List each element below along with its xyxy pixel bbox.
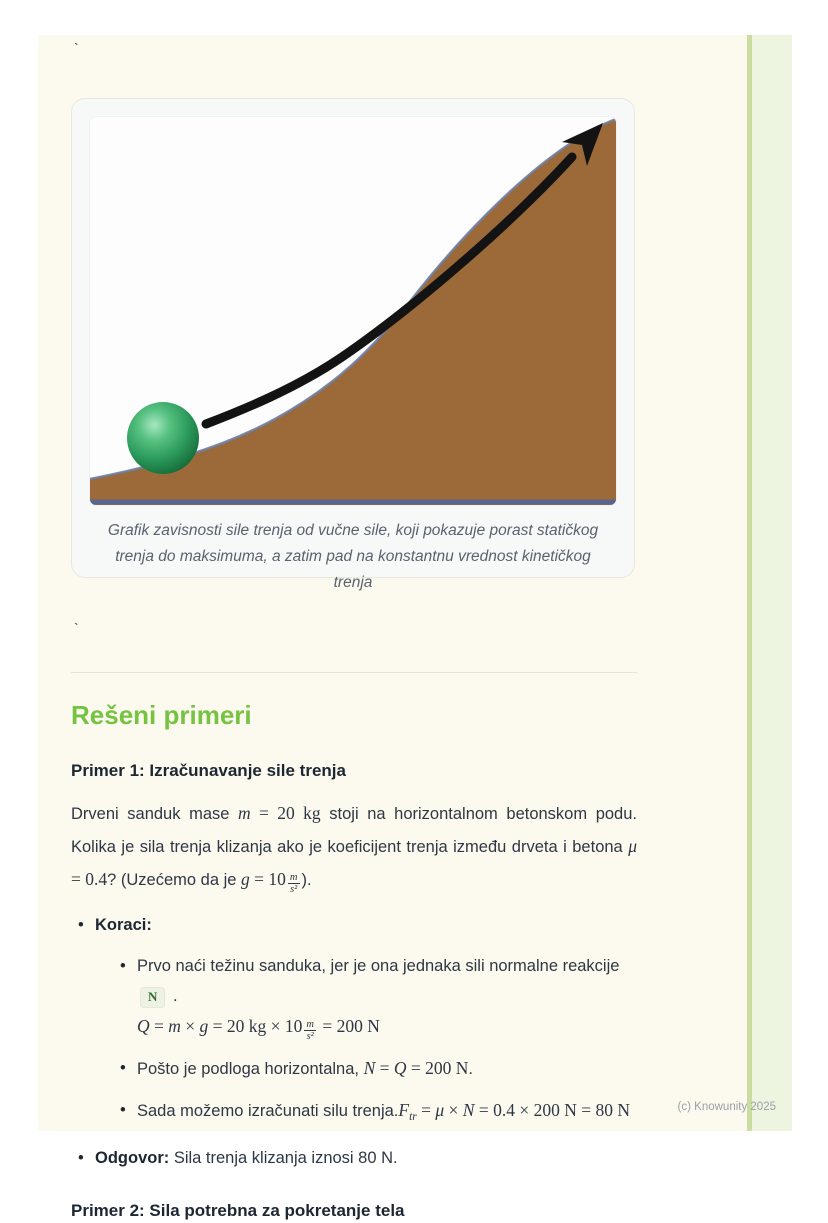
section-title: Rešeni primeri <box>71 700 252 730</box>
steps-sublist <box>113 951 637 1132</box>
figure-image <box>90 117 616 505</box>
step-item-3: • Sada možemo izračunati silu $trenja.F_{tr} = \mu \times N = 0.4 \times 200$ N = 80 N <box>113 1095 637 1132</box>
friction-illustration-svg <box>90 117 616 505</box>
stray-backtick-middle: ` <box>74 620 79 636</box>
green-ball <box>127 402 199 474</box>
step-item-1: • Prvo naći težinu sanduka, jer je ona jednaka sili normalne reakcije N . Q = m × g = 20 kg × 10 $\frac{m}{\text{s²}}$ = 200 N <box>113 951 637 1042</box>
document-content <box>71 40 637 1223</box>
example1-title: Primer 1: Izračunavanje sile trenja <box>71 761 346 780</box>
figure-card <box>71 98 635 591</box>
example2-title: Primer 2: Sila potrebna za pokretanje tela <box>71 1201 405 1221</box>
example1-list <box>71 912 637 1171</box>
step-item-2: • Pošto je podloga horizontalna, N = Q = 200 N. <box>113 1055 637 1082</box>
content-sheet <box>38 35 792 1221</box>
stray-backtick-top: ` <box>74 40 79 56</box>
answer-item: • Odgovor: Sila trenja klizanja iznosi 80 N. <box>71 1145 637 1171</box>
watermark: (c) Knowunity 2025 <box>677 1101 776 1113</box>
decorative-right-bar <box>747 35 792 1131</box>
steps-label-item: • Koraci: <box>71 912 637 938</box>
section-divider <box>71 672 637 673</box>
example1-problem-paragraph: Drveni sanduk mase m = 20 kg stoji na horizontalnom betonskom podu. Kolika je sila trenja klizanja ako je koeficijent trenja između drveta i betona μ = 0.4? (Uzećemo da je g = 10 $\frac{m}{\text{s²}}$ ). <box>71 803 637 895</box>
figure-caption: Grafik zavisnosti sile trenja od vučne sile, koji pokazuje porast statičkog trenja do maksimuma, a zatim pad na konstantnu vrednost kinetičkog trenja <box>107 522 599 591</box>
